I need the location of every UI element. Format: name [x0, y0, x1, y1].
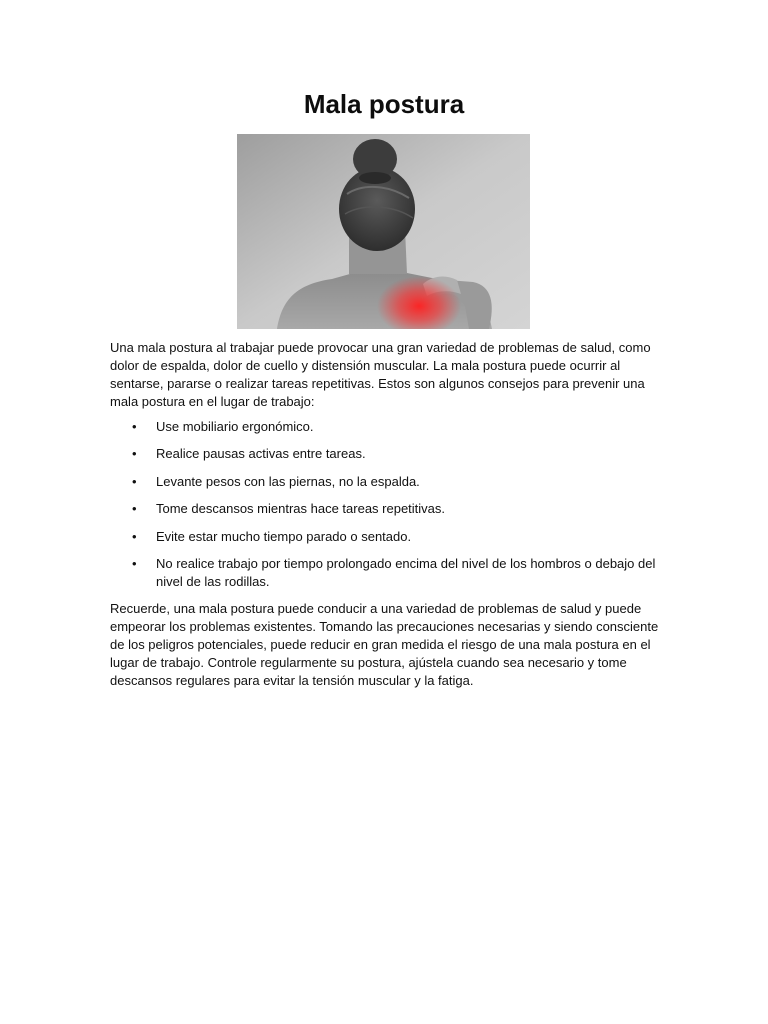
bullet-icon: •: [132, 419, 137, 434]
list-item: [110, 528, 660, 546]
list-item: [110, 445, 660, 463]
page-title: Mala postura: [303, 89, 465, 119]
tip-text: Levante pesos con las piernas, no la espalda.: [156, 473, 420, 489]
tips-list: [110, 418, 660, 600]
conclusion-paragraph: Recuerde, una mala postura puede conducir a una variedad de problemas de salud y puede empeorar los problemas existentes. Tomando las precauciones necesarias y siendo consciente de los peligros potenciales, puede reducir en gran medida el riesgo de una mala postura en el lugar de trabajo. Controle regularmente su postura, ajústela cuando sea necesario y tome descansos regulares para evitar la tensión muscular y la fatiga.: [110, 601, 659, 688]
tip-text: Evite estar mucho tiempo parado o sentado.: [156, 528, 412, 544]
list-item: [110, 500, 660, 518]
tip-text: Use mobiliario ergonómico.: [156, 419, 314, 434]
tip-text: No realice trabajo por tiempo prolongado encima del nivel de los hombros o debajo del nivel de las rodillas.: [156, 555, 656, 589]
bullet-icon: •: [132, 555, 137, 571]
tip-text: Tome descansos mientras hace tareas repetitivas.: [156, 501, 446, 517]
bullet-icon: •: [132, 501, 137, 517]
bullet-icon: •: [132, 446, 137, 462]
bullet-icon: •: [132, 473, 137, 489]
bullet-icon: •: [132, 528, 137, 544]
shoulder-pain-photo: [237, 134, 530, 329]
list-item: [110, 473, 660, 491]
tip-text: Realice pausas activas entre tareas.: [156, 446, 366, 462]
intro-paragraph: Una mala postura al trabajar puede provocar una gran variedad de problemas de salud, como dolor de espalda, dolor de cuello y distensión muscular. La mala postura puede ocurrir al sentarse, pararse o realizar tareas repetitivas. Estos son algunos consejos para prevenir una mala postura en el lugar de trabajo:: [110, 340, 651, 409]
list-item: [110, 418, 660, 436]
list-item: [110, 555, 660, 591]
